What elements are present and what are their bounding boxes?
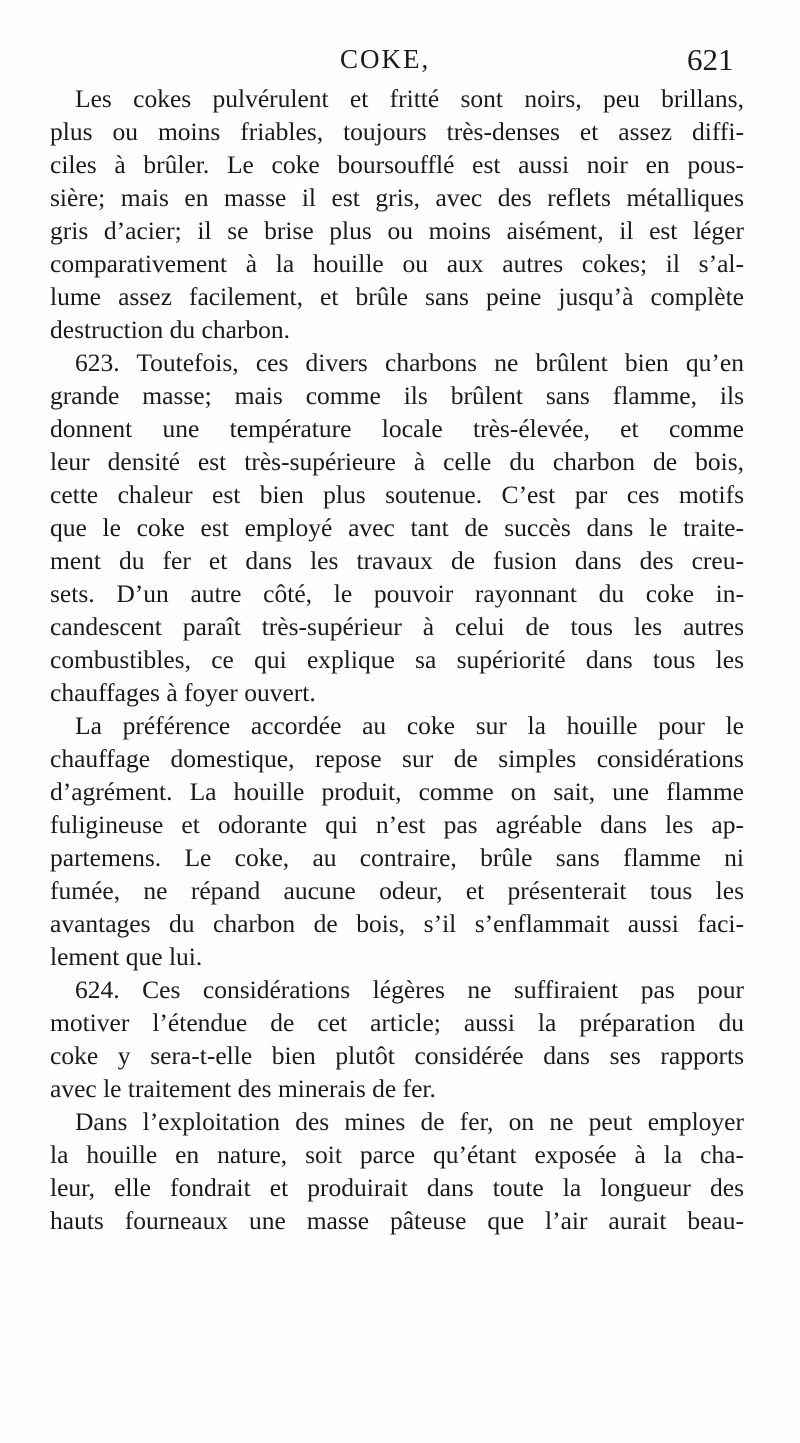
page-number: 621	[687, 42, 734, 77]
text-line: lume assez facilement, et brûle sans peine jusqu’à complète	[50, 282, 744, 311]
text-line: avec le traitement des minerais de fer.	[50, 1074, 436, 1103]
text-line: La préférence accordée au coke sur la houille pour le	[75, 711, 744, 740]
text-line: donnent une température locale très-élevée, et comme	[50, 414, 744, 443]
text-line: fuligineuse et odorante qui n’est pas agréable dans les ap-	[50, 810, 744, 839]
text-line: la houille en nature, soit parce qu’étant exposée à la cha-	[50, 1140, 744, 1169]
text-line: grande masse; mais comme ils brûlent sans flamme, ils	[50, 381, 744, 410]
text-line: combustibles, ce qui explique sa supériorité dans tous les	[50, 645, 744, 674]
text-line: cette chaleur est bien plus soutenue. C’est par ces motifs	[50, 480, 744, 509]
text-line: chauffage domestique, repose sur de simples considérations	[50, 744, 744, 773]
text-line: coke y sera-t-elle bien plutôt considérée dans ses rapports	[50, 1041, 744, 1070]
text-line: gris d’acier; il se brise plus ou moins aisément, il est léger	[50, 216, 744, 245]
body-text	[50, 82, 744, 1237]
text-line: leur densité est très-supérieure à celle du charbon de bois,	[50, 447, 744, 476]
text-line: sière; mais en masse il est gris, avec des reflets métalliques	[50, 183, 744, 212]
text-line: fumée, ne répand aucune odeur, et présenterait tous les	[50, 876, 744, 905]
text-line: Dans l’exploitation des mines de fer, on ne peut employer	[75, 1107, 744, 1136]
text-line: Les cokes pulvérulent et fritté sont noirs, peu brillans,	[75, 84, 744, 113]
text-line: sets. D’un autre côté, le pouvoir rayonnant du coke in-	[50, 579, 744, 608]
text-line: partemens. Le coke, au contraire, brûle sans flamme ni	[50, 843, 744, 872]
text-line: avantages du charbon de bois, s’il s’enflammait aussi faci-	[50, 909, 744, 938]
text-line: ciles à brûler. Le coke boursoufflé est aussi noir en pous-	[50, 150, 744, 179]
text-line: d’agrément. La houille produit, comme on sait, une flamme	[50, 777, 744, 806]
text-line: 623. Toutefois, ces divers charbons ne brûlent bien qu’en	[75, 348, 744, 377]
text-line: ment du fer et dans les travaux de fusion dans des creu-	[50, 546, 744, 575]
text-line: lement que lui.	[50, 942, 203, 971]
text-line: candescent paraît très-supérieur à celui de tous les autres	[50, 612, 744, 641]
text-line: destruction du charbon.	[50, 315, 291, 344]
text-line: comparativement à la houille ou aux autres cokes; il s’al-	[50, 249, 744, 278]
text-line: 624. Ces considérations légères ne suffiraient pas pour	[75, 975, 744, 1004]
text-line: hauts fourneaux une masse pâteuse que l’air aurait beau-	[50, 1206, 744, 1235]
text-line: que le coke est employé avec tant de succès dans le traite-	[50, 513, 744, 542]
text-line: motiver l’étendue de cet article; aussi la préparation du	[50, 1008, 744, 1037]
text-line: plus ou moins friables, toujours très-denses et assez diffi-	[50, 117, 744, 146]
text-line: leur, elle fondrait et produirait dans toute la longueur des	[50, 1173, 744, 1202]
running-head: COKE,	[340, 44, 431, 74]
text-line: chauffages à foyer ouvert.	[50, 678, 316, 707]
